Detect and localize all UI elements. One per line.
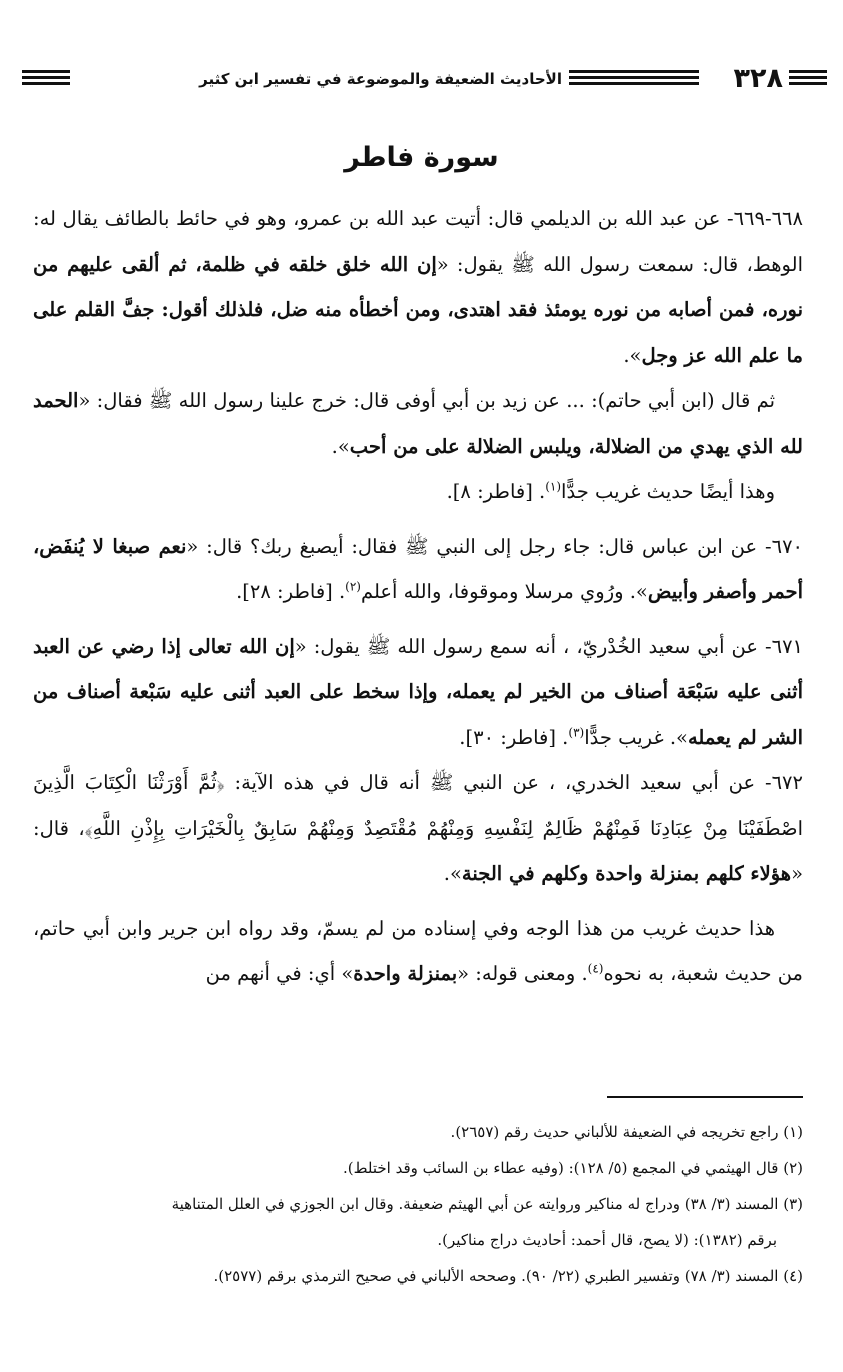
footnote: برقم (١٣٨٢): (لا يصح، قال أحمد: أحاديث دراج مناكير). — [437, 1231, 777, 1249]
hadith-text: إن الله خلق خلقه في ظلمة، ثم ألقى عليهم من نوره، فمن أصابه من نوره يومئذ فقد اهتدى، ومن أخطأه منه ضل، فلذلك أقول: جفَّ القلم على ما علم الله عز وجل — [33, 252, 803, 367]
footnote-marker: (٢) — [345, 579, 361, 594]
narration-text: . [فاطر: ٢٨]. — [236, 580, 346, 603]
paragraph — [33, 469, 803, 515]
paragraph — [33, 378, 803, 469]
main-text — [33, 196, 803, 997]
narration-text: ». — [331, 434, 350, 458]
narration-text: ﴾، قال: « — [33, 816, 803, 885]
footnote: (٤) المسند (٣/ ٧٨) وتفسير الطبري (٢٢/ ٩٠). وصححه الألباني في صحيح الترمذي برقم (٢٥٧٧). — [213, 1267, 803, 1285]
narration-text: ٦٧٢- عن أبي سعيد الخدري، ، عن النبي ﷺ أنه قال في هذه الآية: ﴿ — [216, 771, 803, 794]
narration-text: ». — [623, 343, 642, 367]
header-rule-right — [789, 70, 827, 88]
narration-text: وهذا أيضًا حديث غريب جدًّا — [561, 480, 775, 503]
hadith-text: هؤلاء كلهم بمنزلة واحدة وكلهم في الجنة — [461, 862, 792, 885]
paragraph — [33, 906, 803, 997]
running-header — [22, 62, 827, 96]
hadith-text: بمنزلة واحدة — [353, 962, 458, 985]
book-title: الأحاديث الضعيفة والموضوعة في تفسير ابن كثير — [199, 70, 562, 88]
narration-text: ثم قال (ابن أبي حاتم): ... عن زيد بن أبي أوفى قال: خرج علينا رسول الله ﷺ فقال: « — [78, 389, 775, 412]
footnote: (٣) المسند (٣/ ٣٨) ودراج له مناكير وروايته عن أبي الهيثم ضعيفة. وقال ابن الجوزي في العلل المتناهية — [171, 1195, 803, 1213]
narration-text: . [فاطر: ٣٠]. — [459, 725, 569, 749]
footnote: (١) راجع تخريجه في الضعيفة للألباني حديث رقم (٢٦٥٧). — [450, 1123, 803, 1141]
narration-text: ». غريب جدًّا — [584, 725, 688, 749]
header-rule-middle — [569, 70, 699, 88]
header-rule-left — [22, 70, 70, 88]
narration-text: ٦٧٠- عن ابن عباس قال: جاء رجل إلى النبي ﷺ فقال: أيصبغ ربك؟ قال: « — [186, 534, 804, 558]
footnote-marker: (٣) — [568, 725, 585, 739]
paragraph — [33, 760, 803, 897]
hadith-text: إن الله تعالى إذا رضي عن العبد أثنى عليه سَبْعَة أصناف من الخير لم يعمله، وإذا سخط على العبد أثنى عليه سَبْعة أصناف من الشر لم يعمله — [33, 634, 803, 749]
paragraph — [33, 196, 803, 378]
footnote-separator — [607, 1096, 803, 1098]
narration-text: ». ورُوي مرسلا وموقوفا، والله أعلم — [360, 580, 648, 603]
paragraph — [33, 524, 803, 615]
paragraph — [33, 624, 803, 761]
footnotes — [33, 1114, 803, 1294]
narration-text: ثُمَّ أَوْرَثْنَا الْكِتَابَ الَّذِينَ اصْطَفَيْنَا مِنْ عِبَادِنَا فَمِنْهُمْ ظَالِمٌ لِنَفْسِهِ وَمِنْهُمْ مُقْتَصِدٌ وَمِنْهُمْ سَابِقٌ بِالْخَيْرَاتِ بِإِذْنِ اللَّهِ — [33, 771, 803, 840]
footnote: (٢) قال الهيثمي في المجمع (٥/ ١٢٨): (وفيه عطاء بن السائب وقد اختلط). — [343, 1159, 803, 1177]
narration-text: ٦٦٨-٦٦٩- عن عبد الله بن الديلمي قال: أتيت عبد الله بن عمرو، وهو في حائط بالطائف يقال له: الوهط، قال: سمعت رسول الله ﷺ يقول: « — [33, 207, 803, 276]
narration-text: » أي: في أنهم من — [205, 962, 354, 985]
hadith-text: نعم صبغا لا يُنفَض، أحمر وأصفر وأبيض — [33, 534, 803, 603]
hadith-text: الحمد لله الذي يهدي من الضلالة، ويلبس الضلالة على من أحب — [33, 389, 803, 458]
narration-text: ٦٧١- عن أبي سعيد الخُدْريّ، ، أنه سمع رسول الله ﷺ يقول: « — [294, 634, 804, 658]
page-number: ٣٢٨ — [733, 63, 783, 94]
narration-text: . ومعنى قوله: « — [457, 962, 588, 985]
footnote-marker: (٤) — [587, 961, 604, 976]
surah-title: سورة فاطر — [344, 142, 499, 173]
footnote-marker: (١) — [545, 479, 562, 494]
narration-text: . [فاطر: ٨]. — [446, 480, 546, 503]
narration-text: هذا حديث غريب من هذا الوجه وفي إسناده من لم يسمّ، وقد رواه ابن جرير وابن أبي حاتم، من حديث شعبة، به نحوه — [33, 916, 803, 985]
narration-text: ». — [443, 862, 462, 885]
